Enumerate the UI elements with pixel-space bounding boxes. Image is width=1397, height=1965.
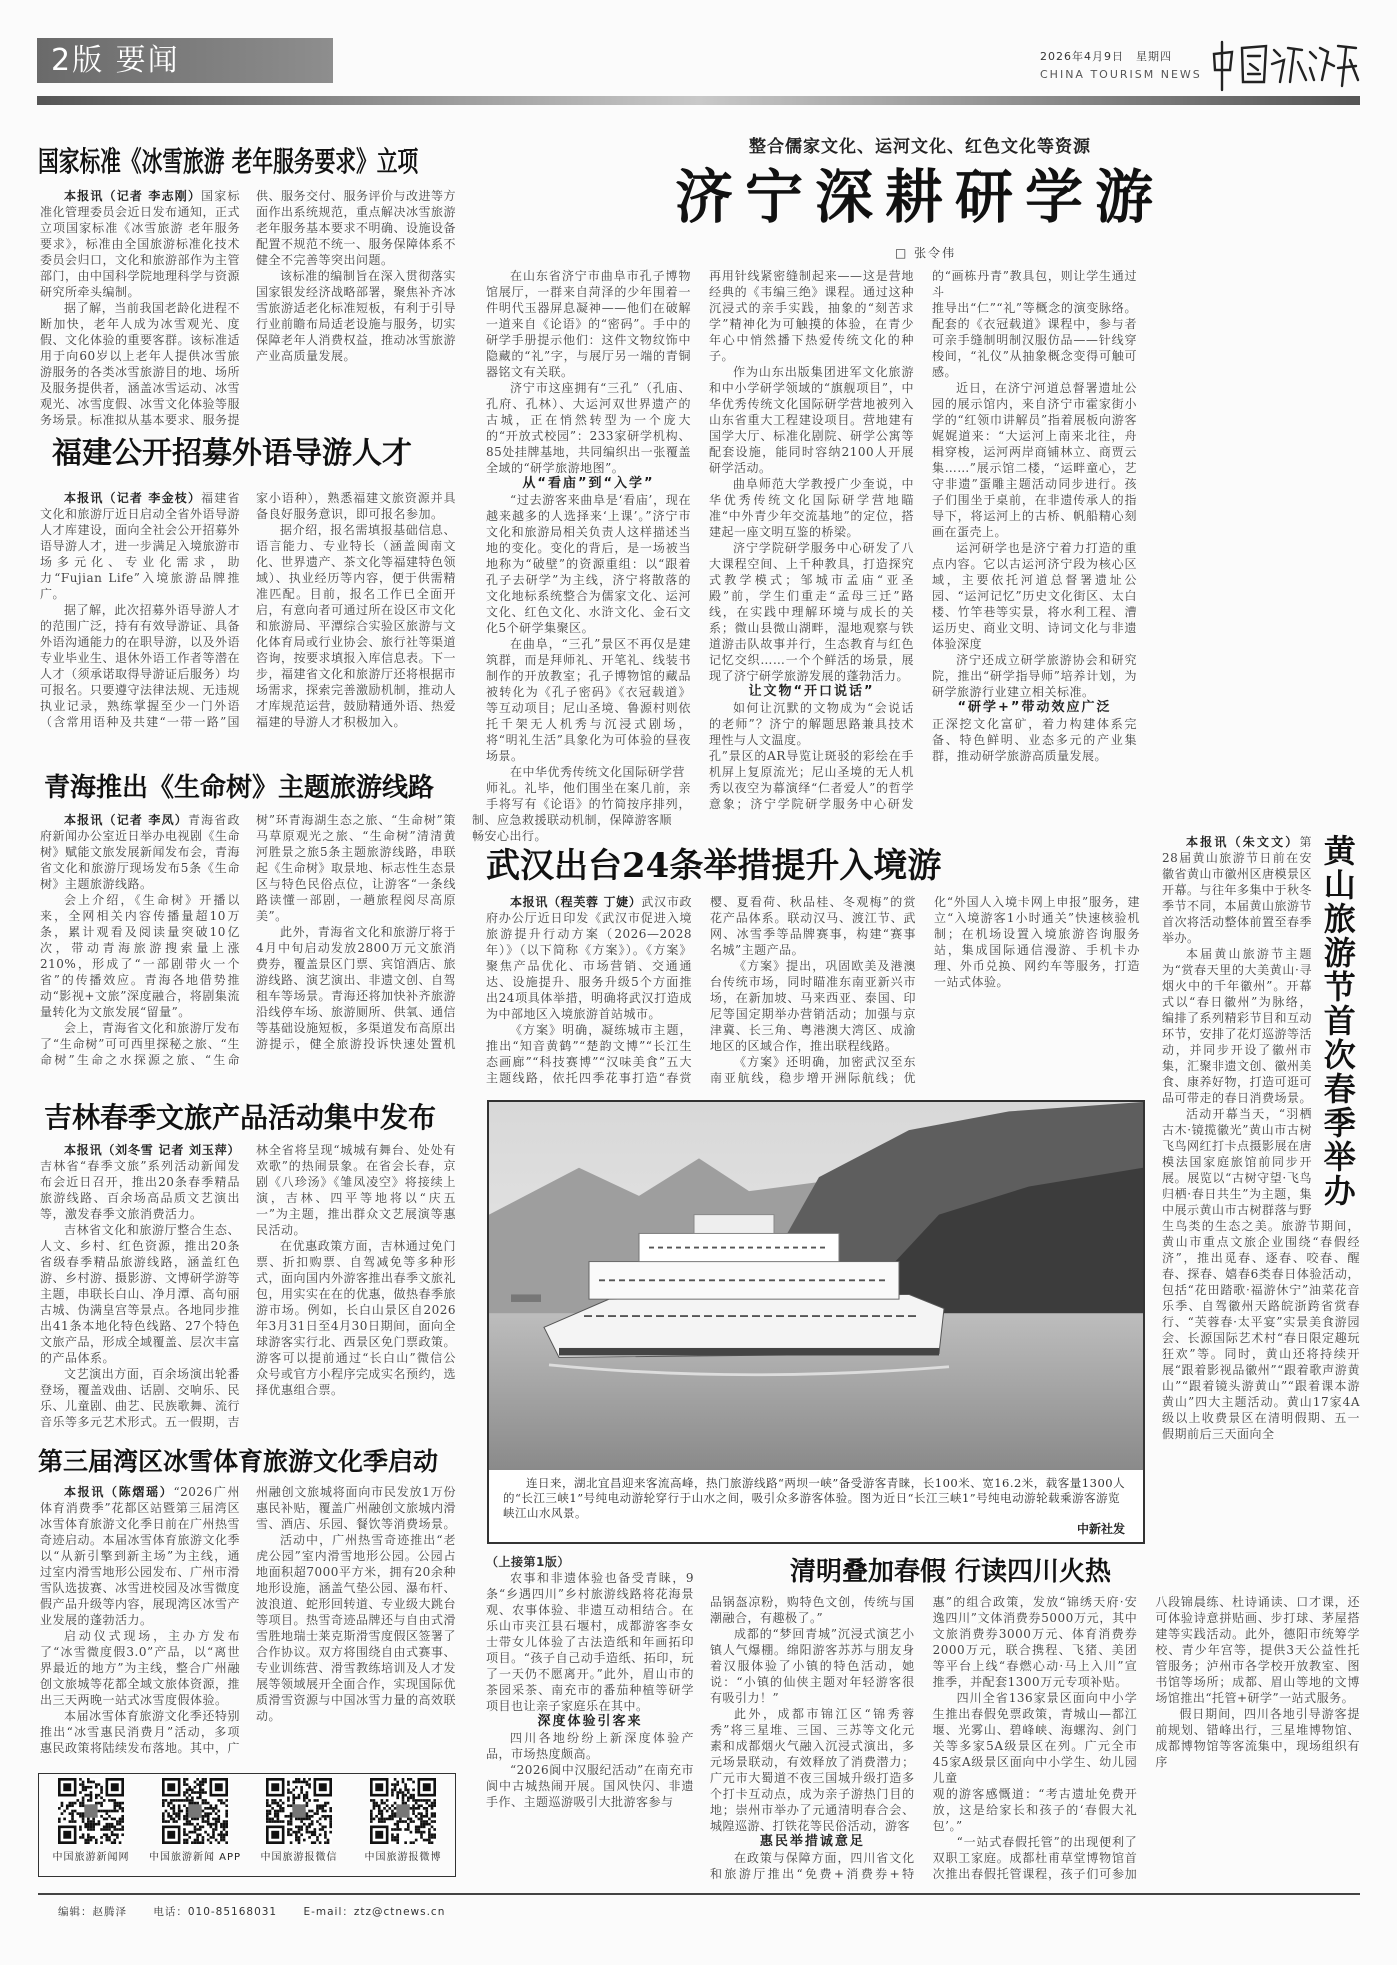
paragraph: 会上介绍，《生命树》开播以来，全网相关内容传播量超10万条，累计观看及阅读量突破10亿次，带动青海旅游搜索量上涨210%，形成了“一部剧带火一个省”的传播效应。青海各地借势推动“影视+文旅”深度融合，将剧集流量转化为文旅发展“留量”。	[40, 893, 240, 1019]
paragraph: 济宁还成立研学旅游协会和研究院，推出“研学指导师”培养计划，为研学旅游行业建立相关标准。	[932, 653, 1137, 699]
byline: 本报讯（记者 李金枝）	[64, 491, 202, 505]
paragraph: 如何让沉默的文物成为“会说话的老师”？济宁的解题思路兼具技术理性与人文温度。	[709, 701, 914, 747]
section-label: 2版 要闻	[37, 38, 333, 83]
author: □ 张令伟	[895, 246, 957, 260]
article-standard	[40, 188, 456, 428]
paragraph: 会上，青海省文化和旅游厅发布了“生命树”可可西里探秘之旅、“生命树”生命之水探源之旅、“生命树”环青海湖生态之旅、“生命树”策马草原观光之旅、“生命树”清清黄河胜景之旅5条主题旅游线路，串联起《生命树》取景地、标志性生态景区与特色民俗点位，让游客“一条线路读懂一部剧，一趟旅程阅尽高原美”。	[40, 813, 457, 1067]
byline: 本报讯（记者 李凤）	[64, 813, 188, 827]
qr-code-label: 中国旅游报微信	[260, 1852, 338, 1863]
paragraph: 此外，成都市锦江区“锦秀蓉秀”将三星堆、三国、三苏等文化元素和成都烟火气融入沉浸式演出，多元场景联动，有效释放了消费潜力；广元市大蜀道不夜三国城升级打造多个打卡互动点，成为亲子游热门目的地；崇州市举办了元通清明春合会、城隍巡游、打铁花等民俗活动，游客	[710, 1707, 915, 1833]
paragraph: 观的游客感慨道：“考古遗址免费开放，这是给家长和孩子的‘春假大礼包’。”	[932, 1787, 1138, 1833]
headline-huangshan: 黄山旅游节首次春季举办	[1323, 832, 1357, 1210]
headline-bayarea: 第三届湾区冰雪体育旅游文化季启动	[38, 1447, 439, 1476]
paragraph: 济宁学院研学服务中心研发了八大课程空间、上千种教具，打造探究式教学模式；邹城市孟庙“亚圣殿”前，学生们重走“孟母三迁”路线，在实践中理解环境与成长的关系；微山县微山湖畔，湿地观察与铁道游击队故事并行，生态教育与红色记忆交织……一个个鲜活的场景，展现了济宁研学旅游发展的蓬勃活力。	[709, 541, 914, 683]
paragraph: 据介绍，报名需填报基础信息、语言能力、专业特长（涵盖闽南文化、世界遗产、茶文化等福建特色领域）、执业经历等内容，便于供需精准匹配。目前，报名工作已全面开启，有意向者可通过所在设区市文化和旅游局、平潭综合实验区旅游与文化体育局或行业协会、旅行社等渠道咨询，按要求填报入库信息表。下一步，福建省文化和旅游厅还将根据市场需求，探索完善激励机制，推动人才库规范运营，鼓励精通外语、热爱福建的导游人才积极加入。	[256, 523, 457, 729]
article-sichuan	[710, 1594, 1360, 1884]
paragraph: 本届冰雪体育旅游文化季还特别推出“冰雪惠民消费月”活动，多项惠民政策将陆续发布落地。其中，广州融创文旅城将面向市民发放1万份惠民补贴，覆盖广州融创文旅城内滑雪、酒店、乐园、餐饮等消费场景。	[40, 1485, 457, 1755]
email: E-mail：ztz@ctnews.cn	[303, 1906, 446, 1918]
paragraph: 本届黄山旅游节主题为“赏春天里的大美黄山·寻烟火中的千年徽州”。开幕式以“春日徽州”为脉络，编排了系列精彩节目和互动环节，安排了花灯巡游等活动，并同步开设了徽州市集，汇聚非遗文创、徽州美食、康养好物，打造可逛可品可带走的春日消费场景。	[1162, 947, 1313, 1105]
byline: 本报讯（陈熠瑶）	[64, 1485, 174, 1499]
kicker: 整合儒家文化、运河文化、红色文化等资源	[749, 137, 1091, 157]
paragraph: 文艺演出方面，百余场演出轮番登场，覆盖戏曲、话剧、交响乐、民乐、儿童剧、曲艺、民族歌舞、流行音乐等多元艺术形式。五一假期，吉林全省将呈现“城城有舞台、处处有欢歌”的热闹景象。在省会长春，京剧《八珍汤》《雏凤凌空》将接续上演，吉林、四平等地将以“庆五一”为主题，推出群众文艺展演等惠民活动。	[40, 1143, 456, 1429]
paragraph: 济宁市这座拥有“三孔”（孔庙、孔府、孔林）、大运河双世界遗产的古城，正在悄然转型为一个庞大的“开放式校园”：233家研学机构、85处挂牌基地，共同编织出一张覆盖全域的“研学旅游地图”。	[486, 381, 691, 475]
byline: 本报讯（程芙蓉 丁婕）	[510, 895, 642, 909]
qr-code-icon	[266, 1778, 332, 1844]
byline: 本报讯（朱文文）	[1186, 835, 1300, 849]
paragraph: 《方案》还明确，加密武汉至东南亚航线，稳步增开洲际航线；优化“外国人入境卡网上申报”服务，建立“入境游客1小时通关”快速核验机制；在机场设置入境旅游咨询服务站，集成国际通信漫游、手机卡办理、外币兑换、网约车等服务，打造一站式体验。	[710, 895, 1140, 1085]
article-sichuan-continued	[486, 1554, 694, 1882]
headline-qinghai: 青海推出《生命树》主题旅游线路	[44, 773, 435, 803]
footer	[58, 1904, 467, 1919]
subheading: 惠民举措诚意足	[759, 1834, 865, 1849]
qr-code[interactable]	[41, 1778, 141, 1863]
paragraph: 孔”景区的AR导览让斑驳的彩绘在手机屏上复原流光；尼山圣境的无人机秀以夜空为幕演绎“仁者爱人”的哲学意象；济宁学院研学服务中心研发的“画栋丹青”教具包，则让学生通过斗	[709, 269, 1137, 811]
paragraph: 《方案》明确，凝练城市主题，推出“知音黄鹤”“楚韵文博”“长江生态画廊”“科技赛博”“汉味美食”五大主题线路，依托四季花事打造“春赏樱、夏看荷、秋品桂、冬观梅”的赏花产品体系。联动汉马、渡江节、武网、冰雪季等品牌赛事，构建“赛事名城”主题产品。	[486, 895, 916, 1085]
paragraph: “一站式春假托管”的出现便利了双职工家庭。成都杜甫草堂博物馆首次推出春假托管课程，孩子们可参加八段锦晨练、杜诗诵读、口才课，还可体验诗意拼贴画、步打球、茅屋搭建等实践活动。此外，德阳市统筹学校、青少年宫等，提供3天公益性托管服务；泸州市各学校开放教室、图书馆等场所；成都、眉山等地的文博场馆推出“托管+研学”一站式服务。	[932, 1595, 1360, 1881]
headline-fujian: 福建公开招募外语导游人才	[52, 436, 412, 471]
qr-code[interactable]	[145, 1778, 245, 1863]
article-bayarea	[40, 1484, 456, 1766]
byline: 本报讯（记者 李志刚）	[64, 189, 202, 203]
paragraph: 据了解，此次招募外语导游人才的范围广泛，持有有效导游证、具备外语沟通能力的在职导游，以及外语专业毕业生、退休外语工作者等潜在人才（须承诺取得导游证后服务）均可报名。只要遵守法律法规、无违规执业记录，熟练掌握至少一门外语（含常用语种及共建“一带一路”国家小语种），熟悉福建文旅资源并具备良好服务意识，即可报名参加。	[40, 491, 456, 729]
paragraph: 成都的“梦回青城”沉浸式演艺小镇人气爆棚。绵阳游客苏苏与朋友身着汉服体验了小镇的特色活动，她说：“小镇的仙侠主题对年轻游客很有吸引力！”	[710, 1627, 915, 1705]
paragraph: 该标准的编制旨在深入贯彻落实国家银发经济战略部署，聚焦补齐冰雪旅游适老化标准短板，有利于引导行业前瞻布局适老设施与服务，切实保障老年人消费权益，推动冰雪旅游产业高质量发展。	[256, 269, 457, 363]
paragraph: 四川各地纷纷上新深度体验产品，市场热度颇高。	[486, 1731, 694, 1761]
paragraph: 活动中，广州热雪奇迹推出“老虎公园”室内滑雪地形公园。公园占地面积超7000平方米，拥有20余种地形设施，涵盖气垫公园、瀑布杆、波浪道、蛇形回转道、专业级大跳台等项目。热雪奇迹品牌还与自由式滑雪胜地瑞士莱克斯滑雪度假区签署了合作协议。双方将围绕自由式赛事、专业训练营、滑雪教练培训及人才发展等领域展开全面合作，实现国际优质滑雪资源与中国冰雪力量的高效联动。	[256, 1533, 457, 1723]
paragraph: “2026广州体育消费季”花都区站暨第三届湾区冰雪体育旅游文化季日前在广州热雪奇迹启动。本届冰雪体育旅游文化季以“从新引擎到新主场”为主线，通过室内滑雪地形公园发布、广州市滑雪队选拔赛、冰雪进校园及冰雪微度假产品升级等内容，展现湾区冰雪产业发展的蓬勃活力。	[40, 1485, 241, 1627]
paragraph: 曲阜师范大学教授广少奎说，中华优秀传统文化国际研学营地瞄准“中外青少年交流基地”的定位，搭建起一座文明互鉴的桥梁。	[709, 477, 914, 539]
paragraph: 此外，青海省文化和旅游厅将于4月中旬启动发放2800万元文旅消费券，覆盖景区门票、宾馆酒店、旅游线路、演艺演出、非遗文创、自驾租车等场景。青海还将加快补齐旅游沿线停车场、旅游厕所、供氧、通信等基础设施短板，多渠道发布高原出游提示，健全旅游投诉快速处置机制、应急救援联动机制，保障游客顺畅安心出行。	[256, 813, 673, 1051]
editor: 编辑：赵腾泽	[58, 1906, 127, 1918]
subheading: “研学+”带动效应广泛	[957, 700, 1112, 715]
paragraph: 作为山东出版集团进军文化旅游和中小学研学领域的“旗舰项目”，中华优秀传统文化国际研学营地被列入山东省重大工程建设项目。营地建有国学大厅、标准化剧院、研学公寓等配套设施，能同时容纳2100人开展研学活动。	[709, 365, 914, 475]
paragraph: 据了解，当前我国老龄化进程不断加快，老年人成为冰雪观光、度假、文化体验的重要客群。该标准适用于向60岁以上老年人提供冰雪旅游服务的各类冰雪旅游目的地、场所及服务提供者，涵盖冰雪运动、冰雪观光、冰雪度假、冰雪文化体验等服务场景。标准拟从基本要求、服务提供、服务交付、服务评价与改进等方面作出系统规范，重点解决冰雪旅游老年服务基本要求不明确、设施设备配置不规范不统一、服务保障体系不健全不完善等突出问题。	[40, 189, 457, 427]
paragraph: 师礼。礼毕，他们围坐在案几前，亲手将写有《论语》的竹简按序排列，再用针线紧密缝制起来——这是营地经典的《韦编三绝》课程。通过这种沉浸式的亲手实践，抽象的“刻苦求学”精神化为可触摸的体验，在青少年心中悄然播下热爱传统文化的种子。	[486, 269, 914, 811]
subheading: 深度体验引客来	[537, 1714, 643, 1729]
paragraph: 福建省文化和旅游厅近日启动全省外语导游人才库建设，面向全社会公开招募外语导游人才，进一步满足入境旅游市场多元化、专业化需求，助力“Fujian Life”入境旅游品牌推广。	[40, 491, 241, 601]
paragraph: 国家标准化管理委员会近日发布通知，正式立项国家标准《冰雪旅游 老年服务要求》，标准由全国旅游标准化技术委员会归口，文化和旅游部作为主管部门，由中国科学院地理科学与资源研究所牵头编制。	[40, 189, 241, 299]
headline-sichuan: 清明叠加春假 行读四川火热	[790, 1557, 1112, 1587]
paragraph: “过去游客来曲阜是‘看庙’，现在越来越多的人选择来‘上课’。”济宁市文化和旅游局相关负责人这样描述当地的变化。变化的背后，是一场被当地称为“破壁”的资源重组：以“跟着孔子去研学”为主线，济宁将散落的文化地标系统整合为儒家文化、运河文化、红色文化、水浒文化、金石文化5个研学集聚区。	[486, 493, 691, 635]
masthead-rule	[37, 96, 1360, 105]
english-title: CHINA TOURISM NEWS	[1040, 68, 1202, 81]
subheading: 从“看庙”到“入学”	[522, 476, 655, 491]
paragraph: 活动开幕当天，“羽栖古木·镜揽徽光”黄山市古树飞鸟网红打卡点摄影展在唐模法国家庭旅馆前同步开展。展览以“古树守望·飞鸟归栖·春日共生”为主题，集中展示黄山市古树群落与野生鸟类的生态之美。旅游节期间，黄山市重点文旅企业围绕“春假经济”，推出觅春、逐春、咬春、醒春、探春、嬉春6类春日体验活动，包括“花田踏歌·福游休宁”油菜花音乐季、自驾徽州天路皖浙跨省赏春行、“芙蓉春·太平宴”实景美食游园会、长源国际艺术村“春日限定趣玩狂欢”等。同时，黄山还将持续开展“跟着影视品徽州”“跟着歌声游黄山”“跟着镜头游黄山”“跟着课本游黄山”四大主题活动。黄山17家4A级以上收费景区在清明假期、五一假期前后三天面向全	[1162, 1107, 1360, 1441]
qr-code[interactable]	[249, 1778, 349, 1863]
qr-code-icon	[58, 1778, 124, 1844]
qr-code[interactable]	[353, 1778, 453, 1863]
paragraph: 农事和非遗体验也备受青睐，9条“乡遇四川”乡村旅游线路将花海景观、农事体验、非遗互动相结合。在乐山市夹江县石堰村，成都游客李女士带女儿体验了古法造纸和年画拓印项目。“孩子自己动手造纸、拓印，玩了一天仍不愿离开。”此外，眉山市的茶园采茶、南充市的番茄种植等研学项目也让亲子家庭乐在其中。	[486, 1571, 694, 1713]
paragraph: 品锅盔凉粉，购特色文创，传统与国潮融合，有趣极了。”	[710, 1595, 915, 1625]
continued-from-label: （上接第1版）	[486, 1555, 570, 1569]
article-jilin	[40, 1142, 456, 1432]
photo-credit: 中新社发	[1076, 1522, 1125, 1536]
article-jining	[486, 268, 1360, 816]
paragraph: 启动仪式现场，主办方发布了“冰雪微度假3.0”产品，以“离世界最近的地方”为主线，整合广州融创文旅城等花都全域文旅体资源，推出三天两晚一站式冰雪度假体验。	[40, 1629, 241, 1707]
photo-caption: 连日来，湖北宜昌迎来客流高峰，热门旅游线路“两坝一峡”备受游客青睐，长100米、宽16.2米，载客量1300人的“长江三峡1”号纯电动游轮穿行于山水之间，吸引众多游客体验。图为近日“长江三峡1”号纯电动游轮载乘游客游览峡江山水风景。	[503, 1476, 1126, 1520]
paragraph: 武汉市政府办公厅近日印发《武汉市促进入境旅游提升行动方案（2026—2028年）》（以下简称《方案》）。《方案》聚焦产品优化、市场营销、交通通达、设施提升、服务升级5个方面推出24项具体举措，明确将武汉打造成为中部地区入境旅游首站城市。	[486, 895, 692, 1021]
paragraph: “2026阆中汉服纪活动”在南充市阆中古城热闹开展。国风快闪、非遗手作、主题巡游吸引大批游客参与	[486, 1763, 694, 1809]
qr-code-label: 中国旅游新闻 APP	[148, 1852, 242, 1863]
news-photo	[487, 1100, 1145, 1544]
paragraph: 近日，在济宁河道总督署遗址公园的展示馆内，来自济宁市霍家街小学的“红领巾讲解员”指着展板向游客娓娓道来：“大运河上南来北往，舟楫穿梭，运河两岸商铺林立、商贾云集……”展示馆二楼，“运畔童心，艺守非遗”蛋雕主题活动同步进行。孩子们围坐于桌前，在非遗传承人的指导下，将运河上的古桥、帆船精心刻画在蛋壳上。	[932, 381, 1137, 539]
qr-code-icon	[370, 1778, 436, 1844]
paragraph: 《方案》提出，巩固欧美及港澳台传统市场，同时瞄准东南亚新兴市场，在新加坡、马来西亚、泰国、印尼等国定期举办营销活动；加强与京津冀、长三角、粤港澳大湾区、成渝地区的区域合作，推出联程线路。	[710, 959, 916, 1053]
paragraph: 第28届黄山旅游节日前在安徽省黄山市徽州区唐模景区开幕。与往年多集中于秋冬季节不同，本届黄山旅游节首次将活动整体前置至春季举办。	[1162, 835, 1313, 945]
article-huangshan	[1162, 834, 1360, 1540]
issue-date: 2026年4月9日 星期四	[1040, 50, 1172, 63]
paragraph: 正深挖文化富矿，着力构建体系完备、特色鲜明、业态多元的产业集群，推动研学旅游高质量发展。	[932, 717, 1137, 763]
paragraph: 假日期间，四川各地引导游客提前规划、错峰出行，三星堆博物馆、成都博物馆等客流集中，现场组织有序	[1155, 1707, 1360, 1769]
paragraph: 四川全省136家景区面向中小学生推出春假免票政策，青城山—都江堰、光雾山、碧峰峡、海螺沟、剑门关等多家5A级景区在列。广元全市45家A级景区面向中小学生、幼儿园儿童	[932, 1691, 1138, 1785]
paragraph: 在中华优秀传统文化国际研学营	[510, 765, 686, 779]
qr-code-icon	[162, 1778, 228, 1844]
footer-rule	[38, 1893, 1360, 1895]
paragraph: 在政策与保障方面，四川省文化和旅游厅推出“免费+消费券+特惠”的组合政策，发放“锦绣天府·安逸四川”文体消费券5000万元，其中文旅消费券3000万元、体育消费券2000万元，联合携程、飞猪、美团等平台上线“春燃心动·马上入川”宣推季，并配套1300万元专项补贴。	[710, 1595, 1138, 1881]
article-fujian	[40, 490, 456, 746]
paragraph: 青海省政府新闻办公室近日举办电视剧《生命树》赋能文旅发展新闻发布会，青海省文化和旅游厅现场发布5条《生命树》主题旅游线路。	[40, 813, 241, 891]
paragraph: 在曲阜，“三孔”景区不再仅是建筑群，而是拜师礼、开笔礼、线装书制作的开放教室；孔子博物馆的藏品被转化为《孔子密码》《衣冠载道》等互动项目；尼山圣境、鲁源村则依托千架无人机秀与沉浸式剧场，将“明礼生活”具象化为可体验的昼夜场景。	[486, 637, 691, 763]
cruise-ship-photo	[489, 1102, 1143, 1470]
paragraph: 推导出“仁”“礼”等概念的演变脉络。配套的《衣冠载道》课程中，参与者可亲手缝制明制汉服仿品——针线穿梭间，“礼仪”从抽象概念变得可触可感。	[932, 301, 1137, 379]
paragraph: 吉林省“春季文旅”系列活动新闻发布会近日召开，推出20条春季精品旅游线路、百余场高品质文艺演出等，激发春季文旅消费活力。	[40, 1159, 240, 1221]
qr-code-label: 中国旅游新闻网	[52, 1852, 130, 1863]
headline-standard: 国家标准《冰雪旅游 老年服务要求》立项	[38, 145, 419, 178]
headline-jilin: 吉林春季文旅产品活动集中发布	[44, 1101, 437, 1134]
qr-code-label: 中国旅游报微博	[364, 1852, 442, 1863]
paragraph: 在优惠政策方面，吉林通过免门票、折扣购票、自驾减免等多种形式，面向国内外游客推出春季文旅礼包，用实实在在的优惠，做热春季旅游市场。例如，长白山景区自2026年3月31日至4月30日期间，面向全球游客实行北、西景区免门票政策。游客可以提前通过“长白山”微信公众号或官方小程序完成实名预约，选择优惠组合票。	[256, 1239, 457, 1397]
paragraph: 吉林省文化和旅游厅整合生态、人文、乡村、红色资源，推出20条省级春季精品旅游线路，涵盖红色游、乡村游、摄影游、文博研学游等主题，串联长白山、净月潭、高句丽古城、伪满皇宫等景点。各地同步推出41条本地化特色线路、27个特色文旅产品，形成全域覆盖、层次丰富的产品体系。	[40, 1223, 241, 1365]
subheading: 让文物“开口说话”	[748, 684, 875, 699]
newspaper-logo	[1210, 36, 1360, 92]
headline-wuhan: 武汉出台24条举措提升入境游	[486, 846, 942, 886]
paragraph: 运河研学也是济宁着力打造的重点内容。它以古运河济宁段为核心区域，主要依托河道总督署遗址公园、“运河记忆”历史文化街区、太白楼、竹竿巷等实景，将水利工程、漕运历史、商业文明、诗词文化与非遗体验深度	[932, 541, 1137, 651]
paragraph: 在山东省济宁市曲阜市孔子博物馆展厅，一群来自菏泽的少年围着一件明代玉器屏息凝神——他们在破解一道来自《论语》的“密码”。手中的研学手册提示他们：这件文物纹饰中隐藏的“礼”字，与展厅另一端的青铜器铭文有关联。	[486, 269, 691, 379]
headline-jining: 济宁深耕研学游	[674, 163, 1165, 231]
qr-code-panel	[38, 1773, 456, 1877]
article-wuhan	[486, 894, 1140, 1096]
phone: 电话：010-85168031	[153, 1906, 278, 1918]
byline: 本报讯（刘冬雪 记者 刘玉萍）	[64, 1143, 240, 1157]
